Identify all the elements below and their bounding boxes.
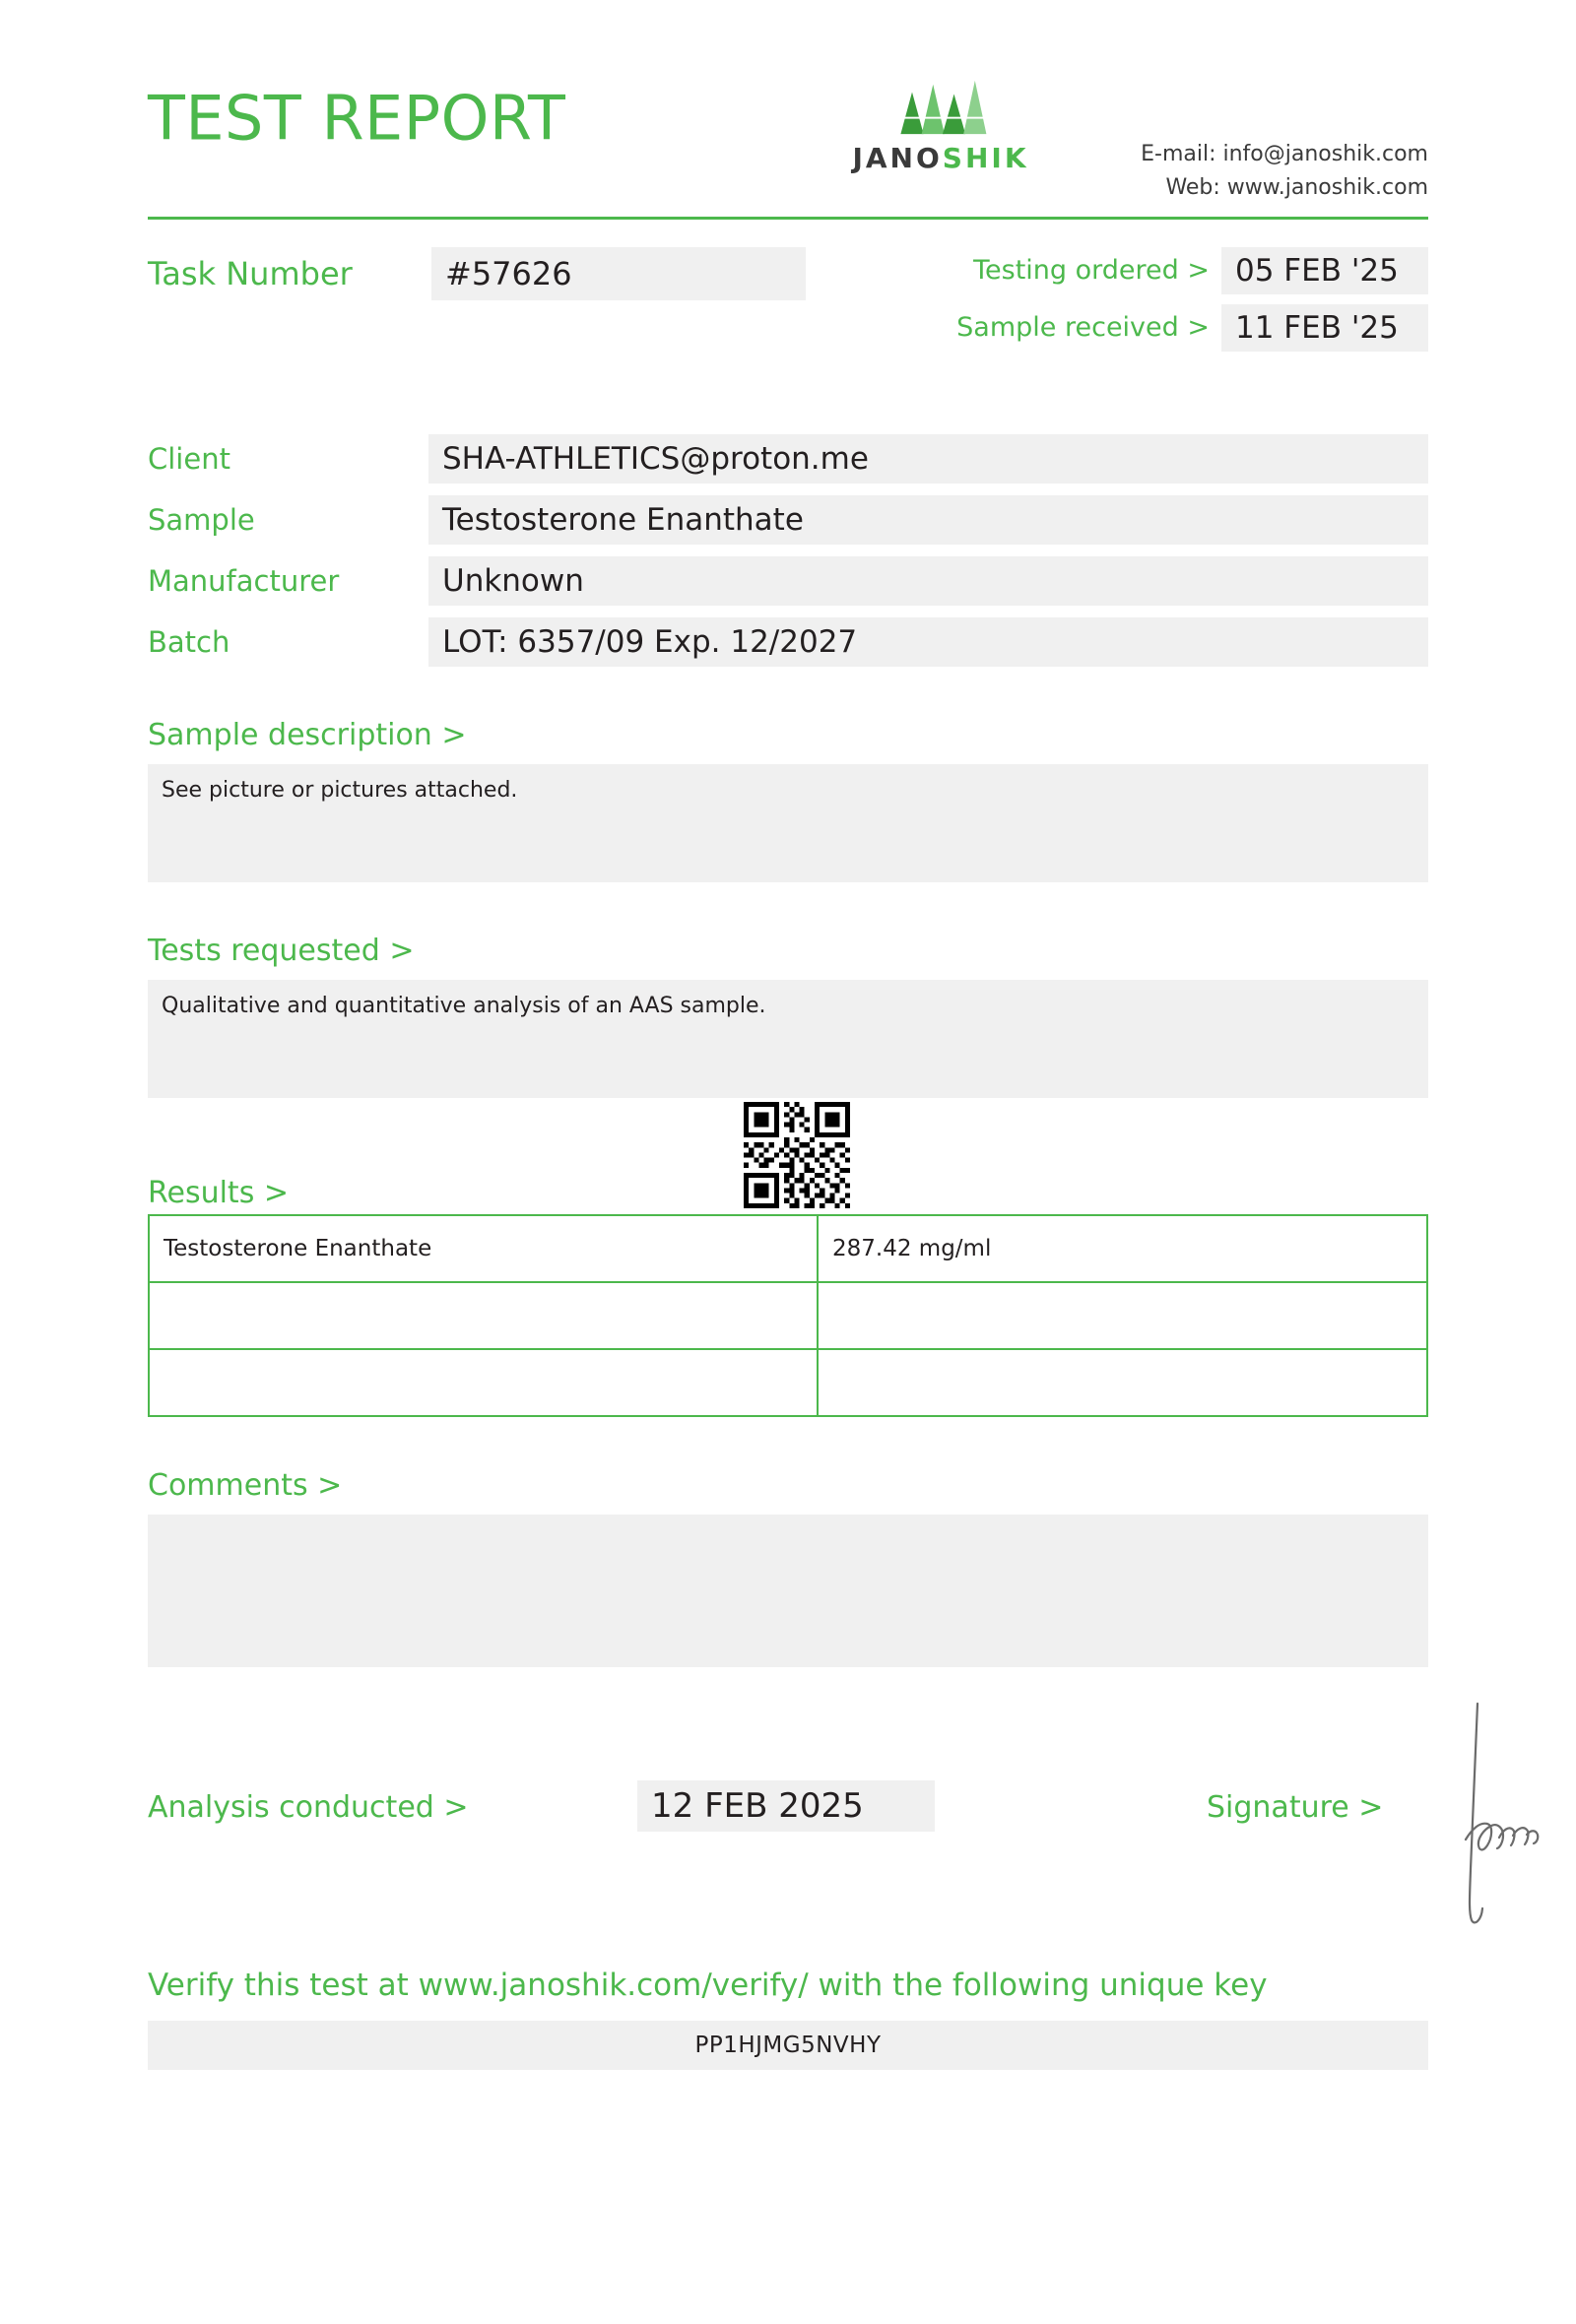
manufacturer-label: Manufacturer <box>148 564 340 598</box>
comments-heading: Comments > <box>148 1468 343 1503</box>
client-row <box>148 434 1428 484</box>
signature-icon <box>1438 1692 1556 1928</box>
testing-ordered-label: Testing ordered > <box>973 255 1210 286</box>
sample-info-block <box>148 434 1428 667</box>
table-row <box>149 1349 1427 1416</box>
sample-received-row <box>956 304 1428 352</box>
client-label: Client <box>148 442 230 476</box>
results-heading: Results > <box>148 1176 289 1210</box>
testing-ordered-row <box>956 247 1428 294</box>
contact-email: E-mail: info@janoshik.com <box>1141 142 1428 166</box>
tests-requested-box <box>148 980 1428 1098</box>
sample-value: Testosterone Enanthate <box>428 495 1428 545</box>
sample-description-text: See picture or pictures attached. <box>162 778 518 803</box>
batch-label: Batch <box>148 625 230 659</box>
results-heading-row <box>148 1145 1428 1214</box>
verify-text: Verify this test at www.janoshik.com/verify/ with the following unique key <box>148 1968 1268 2003</box>
sample-received-label: Sample received > <box>956 312 1210 343</box>
report-header <box>148 0 1428 201</box>
brand-logo <box>837 79 1044 174</box>
task-number-value: #57626 <box>431 247 806 300</box>
tests-requested-text: Qualitative and quantitative analysis of an AAS sample. <box>162 994 766 1018</box>
qr-code-icon <box>744 1102 850 1208</box>
sample-description-box <box>148 764 1428 882</box>
task-number-label: Task Number <box>148 255 353 292</box>
contact-web: Web: www.janoshik.com <box>1165 175 1428 201</box>
analysis-conducted-date: 12 FEB 2025 <box>637 1780 935 1832</box>
comments-box <box>148 1515 1428 1667</box>
sample-received-value: 11 FEB '25 <box>1221 304 1428 352</box>
date-block <box>956 247 1428 361</box>
sample-description-heading: Sample description > <box>148 718 467 752</box>
janoshik-mountain-logo-icon <box>884 79 998 136</box>
logo-wordmark-part2: SHIK <box>942 142 1029 174</box>
logo-wordmark-part1: JANO <box>852 142 943 174</box>
header-divider <box>148 217 1428 220</box>
batch-value: LOT: 6357/09 Exp. 12/2027 <box>428 617 1428 667</box>
result-substance <box>149 1349 818 1416</box>
table-row <box>149 1215 1427 1282</box>
manufacturer-row <box>148 556 1428 606</box>
task-number-row <box>148 247 1428 355</box>
logo-wordmark <box>837 142 1044 174</box>
result-amount <box>818 1349 1427 1416</box>
sample-label: Sample <box>148 503 255 537</box>
sample-row <box>148 495 1428 545</box>
contact-info <box>1141 138 1428 205</box>
result-substance: Testosterone Enanthate <box>149 1215 818 1282</box>
batch-row <box>148 617 1428 667</box>
testing-ordered-value: 05 FEB '25 <box>1221 247 1428 294</box>
manufacturer-value: Unknown <box>428 556 1428 606</box>
table-row <box>149 1282 1427 1349</box>
analysis-row <box>148 1780 1428 1849</box>
result-amount <box>818 1282 1427 1349</box>
result-amount: 287.42 mg/ml <box>818 1215 1427 1282</box>
result-substance <box>149 1282 818 1349</box>
analysis-conducted-label: Analysis conducted > <box>148 1790 469 1825</box>
page-title: TEST REPORT <box>148 82 566 155</box>
tests-requested-heading: Tests requested > <box>148 934 415 968</box>
client-value: SHA-ATHLETICS@proton.me <box>428 434 1428 484</box>
results-table <box>148 1214 1428 1417</box>
signature-label: Signature > <box>1207 1790 1384 1825</box>
unique-key-value: PP1HJMG5NVHY <box>148 2021 1428 2070</box>
